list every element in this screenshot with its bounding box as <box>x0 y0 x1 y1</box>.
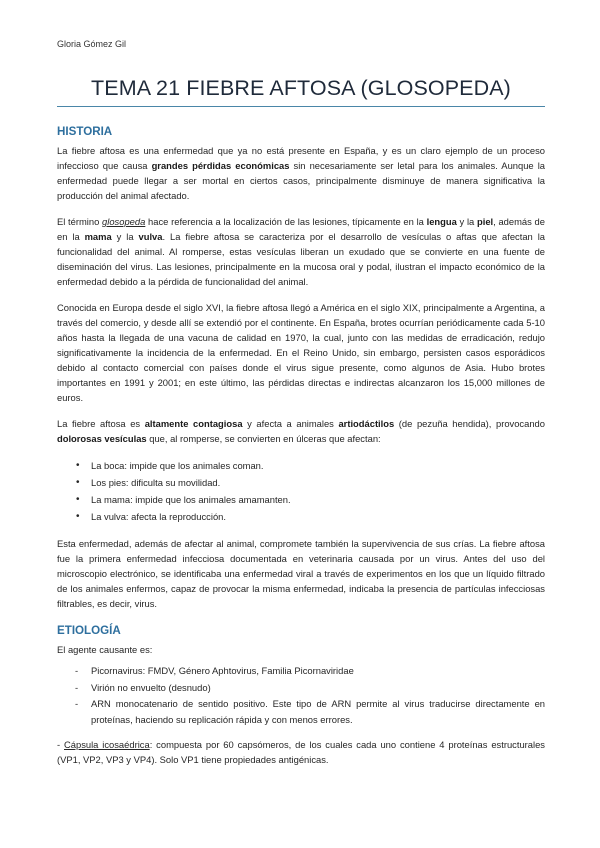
italic-underlined-term: glosopeda <box>102 216 146 227</box>
underlined-term: Cápsula icosaédrica <box>64 739 150 750</box>
text-span: sin necesariamente ser letal para los animales. Aunque la enfermedad puede llegar a ser mortal en ciertos casos, principalmente disminuye de manera significativa la producción del animal afectado. <box>57 160 546 201</box>
list-item: • La mama: impide que los animales amamanten. <box>57 491 545 508</box>
paragraph-historia-5: Esta enfermedad, además de afectar al animal, compromete también la supervivencia de sus crías. La fiebre aftosa fue la primera enfermedad infecciosa documentada en veterinaria causada por un virus. Antes del uso del microscopio electrónico, se identificaba una enfermedad viral a través de experimentos en los que un líquido filtrado de los animales enfermos, capaz de provocar la misma enfermedad, indicaba la presencia de partículas infecciosas filtrables, es decir, virus. <box>57 538 545 609</box>
paragraph-historia-4 <box>57 416 545 446</box>
list-item: • La boca: impide que los animales coman. <box>57 457 545 474</box>
list-item: - Picornavirus: FMDV, Género Aphtovirus, Familia Picornaviridae <box>57 663 545 679</box>
text-span: que, al romperse, se convierten en úlceras que afectan: <box>146 433 381 444</box>
list-item: • Los pies: dificulta su movilidad. <box>57 474 545 491</box>
text-span: El término <box>57 216 103 227</box>
title-divider <box>57 106 545 107</box>
text-span: hace referencia a la localización de las lesiones, típicamente en la <box>145 216 427 227</box>
document-body <box>57 123 545 778</box>
text-span: : compuesta por 60 capsómeros, de los cuales cada uno contiene 4 proteínas estructurales (VP1, VP2, VP3 y VP4). Solo VP1 tiene propiedades antigénicas. <box>57 739 545 765</box>
text-span: y la <box>456 216 477 227</box>
section-heading-etiologia: ETIOLOGÍA <box>57 624 121 637</box>
paragraph-historia-2 <box>57 214 545 289</box>
text-span: (de pezuña hendida), provocando <box>394 418 545 429</box>
text-span: , además de en la <box>57 216 545 242</box>
bold-text: piel <box>476 216 494 227</box>
list-item: - Virión no envuelto (desnudo) <box>57 680 545 696</box>
list-item: • La vulva: afecta la reproducción. <box>57 508 545 525</box>
bold-text: vulva <box>138 231 163 242</box>
text-span: La fiebre aftosa es una enfermedad que ya no está presente en España, y es un claro ejemplo de un proceso infeccioso que causa <box>57 145 545 171</box>
paragraph-capsula <box>57 737 545 767</box>
text-span: La fiebre aftosa es <box>57 418 145 429</box>
lesion-bullet-list <box>57 457 545 525</box>
bold-text: grandes pérdidas económicas <box>151 160 290 171</box>
section-heading-historia: HISTORIA <box>57 125 113 138</box>
text-span: y afecta a animales <box>242 418 339 429</box>
paragraph-historia-1 <box>57 143 545 203</box>
bold-text: altamente contagiosa <box>144 418 243 429</box>
agent-dash-list <box>57 663 545 727</box>
text-span: - <box>57 739 64 750</box>
text-span: y la <box>111 231 139 242</box>
etiologia-intro: El agente causante es: <box>57 644 153 655</box>
page-title: TEMA 21 FIEBRE AFTOSA (GLOSOPEDA) <box>91 76 511 100</box>
text-span: . La fiebre aftosa se caracteriza por el desarrollo de vesículas o aftas que afectan la funcionalidad del animal. Al romperse, estas vesículas liberan un exudado que se convierte en una fuente de diseminación del virus. Las lesiones, principalmente en la mucosa oral y podal, ilustran el impacto económico de la enfermedad debido a la pérdida de funcionalidad del animal. <box>57 231 545 287</box>
bold-text: mama <box>84 231 112 242</box>
paragraph-historia-3: Conocida en Europa desde el siglo XVI, la fiebre aftosa llegó a América en el siglo XIX, principalmente a Argentina, a través del comercio, y desde allí se extendió por el continente. En España, brotes ocurrían periódicamente cada 5-10 años hasta la llegada de una vacuna de calidad en 1970, la cual, junto con las medidas de erradicación, redujo significativamente la incidencia de la enfermedad. En el Reino Unido, sin embargo, persisten casos esporádicos debido al contacto comercial con países donde el virus sigue presente, como algunos de Asia. Hubo brotes importantes en 1991 y 2001; en este último, las pérdidas directas e indirectas alcanzaron los 15,000 millones de euros. <box>57 302 545 403</box>
bold-text: dolorosas vesículas <box>57 433 147 444</box>
author-name: Gloria Gómez Gil <box>57 39 127 49</box>
bold-text: artiodáctilos <box>338 418 395 429</box>
list-item: - ARN monocatenario de sentido positivo. Este tipo de ARN permite al virus traducirse directamente en proteínas, haciendo su replicación rápida y con menos errores. <box>57 696 545 727</box>
bold-text: lengua <box>426 216 457 227</box>
